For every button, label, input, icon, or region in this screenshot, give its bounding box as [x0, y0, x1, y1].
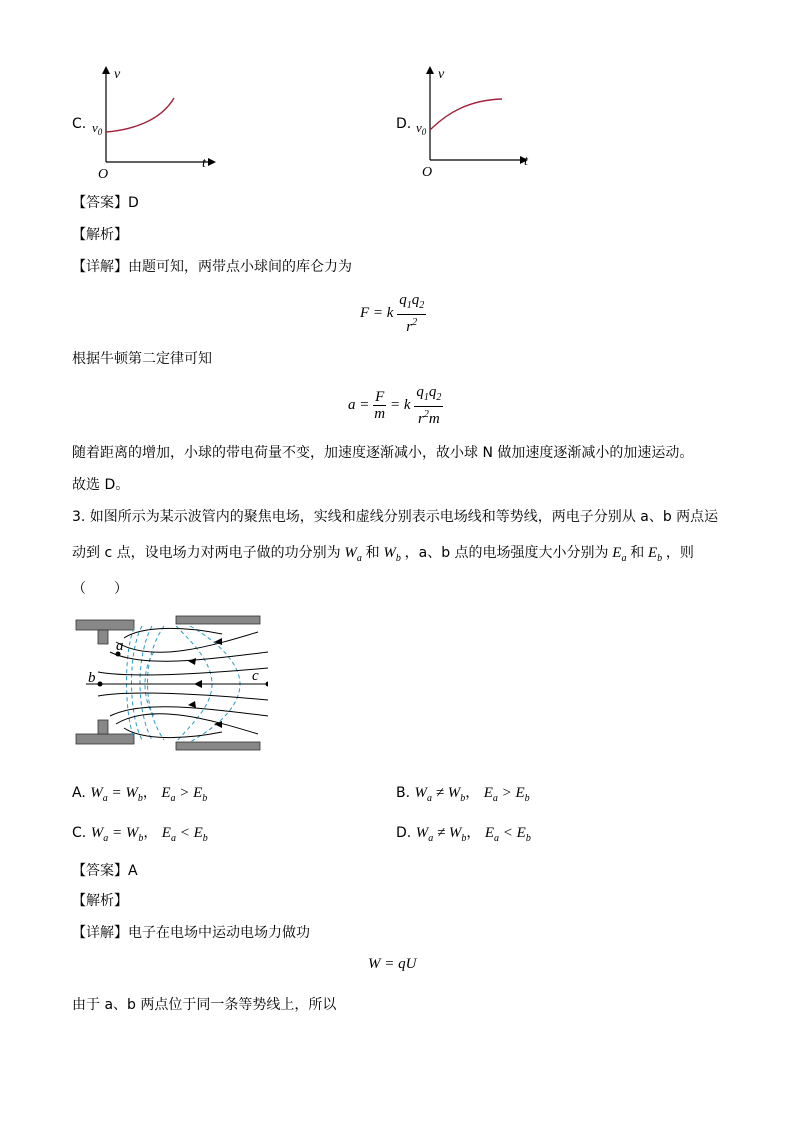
left-bottom-electrode-stem: [98, 720, 108, 734]
graph-c-v0: $v_0$: [92, 120, 103, 137]
graph-c-t-label: t: [202, 156, 206, 171]
field-arrows: [188, 638, 222, 728]
q3-line2: 动到 c 点，设电场力对两电子做的功分别为 $W_a$ 和 $W_b$ ，a、b 点的电场强度大小分别为 $E_a$ 和 $E_b$ ，则: [72, 545, 694, 564]
label-b: b: [88, 670, 96, 686]
graph-c: [90, 62, 220, 180]
q3-analysis: 【解析】: [72, 893, 128, 909]
formula-coulomb: F = k $\frac{q_1q_2}{r^2}$: [360, 292, 425, 335]
q3-option-d[interactable]: D. $W_a \ne W_b$， $E_a < E_b$: [396, 825, 531, 844]
q2-analysis: 【解析】: [72, 227, 128, 243]
label-a: a: [116, 638, 124, 654]
graph-d-origin: O: [422, 165, 433, 180]
graph-d-v-label: v: [438, 67, 445, 82]
graph-d-t-label: t: [524, 154, 528, 169]
q2-conclusion2: 故选 D。: [72, 477, 130, 493]
q3-option-b[interactable]: B. $W_a \ne W_b$， $E_a > E_b$: [396, 785, 530, 804]
graph-d-y-arrow: [426, 66, 434, 74]
graph-c-y-arrow: [102, 66, 110, 74]
graph-c-x-arrow: [208, 158, 216, 166]
q2-detail-intro: 【详解】由题可知，两带点小球间的库仑力为: [72, 259, 352, 275]
q3-option-a[interactable]: A. $W_a = W_b$， $E_a > E_b$: [72, 785, 208, 804]
point-b: [98, 682, 103, 687]
right-bottom-electrode: [176, 742, 260, 750]
graph-d: [414, 62, 544, 180]
graph-d-v0: $v_0$: [416, 120, 427, 137]
q3-answer: 【答案】A: [72, 863, 138, 879]
graph-d-curve: [430, 99, 502, 130]
option-d-label: D.: [396, 116, 412, 132]
focusing-field-figure: [72, 612, 268, 754]
graph-c-origin: O: [98, 167, 109, 180]
q2-newton: 根据牛顿第二定律可知: [72, 351, 212, 367]
label-c: c: [252, 668, 259, 684]
left-top-electrode-stem: [98, 630, 108, 644]
q3-detail: 【详解】电子在电场中运动电场力做功: [72, 925, 310, 941]
graph-c-curve: [106, 98, 174, 132]
q3-paren: （ ）: [72, 581, 128, 597]
formula-work: W = qU: [368, 956, 417, 972]
point-c: [266, 682, 269, 687]
left-bottom-electrode: [76, 734, 134, 744]
left-top-electrode: [76, 620, 134, 630]
q2-conclusion1: 随着距离的增加，小球的带电荷量不变，加速度逐渐减小，故小球 N 做加速度逐渐减小的加速运动。: [72, 445, 694, 461]
q2-answer: 【答案】D: [72, 195, 139, 211]
field-lines: [86, 628, 268, 737]
q3-line1: 3. 如图所示为某示波管内的聚焦电场，实线和虚线分别表示电场线和等势线，两电子分别从 a、b 两点运: [72, 509, 719, 525]
q3-option-c[interactable]: C. $W_a = W_b$， $E_a < E_b$: [72, 825, 208, 844]
q3-last: 由于 a、b 两点位于同一条等势线上，所以: [72, 997, 337, 1013]
formula-newton: a = $\frac{F}{m}$ = k $\frac{q_1q_2}{r^2m}$: [348, 384, 442, 427]
option-c-label: C.: [72, 116, 87, 132]
right-top-electrode: [176, 616, 260, 624]
graph-c-v-label: v: [114, 67, 121, 82]
